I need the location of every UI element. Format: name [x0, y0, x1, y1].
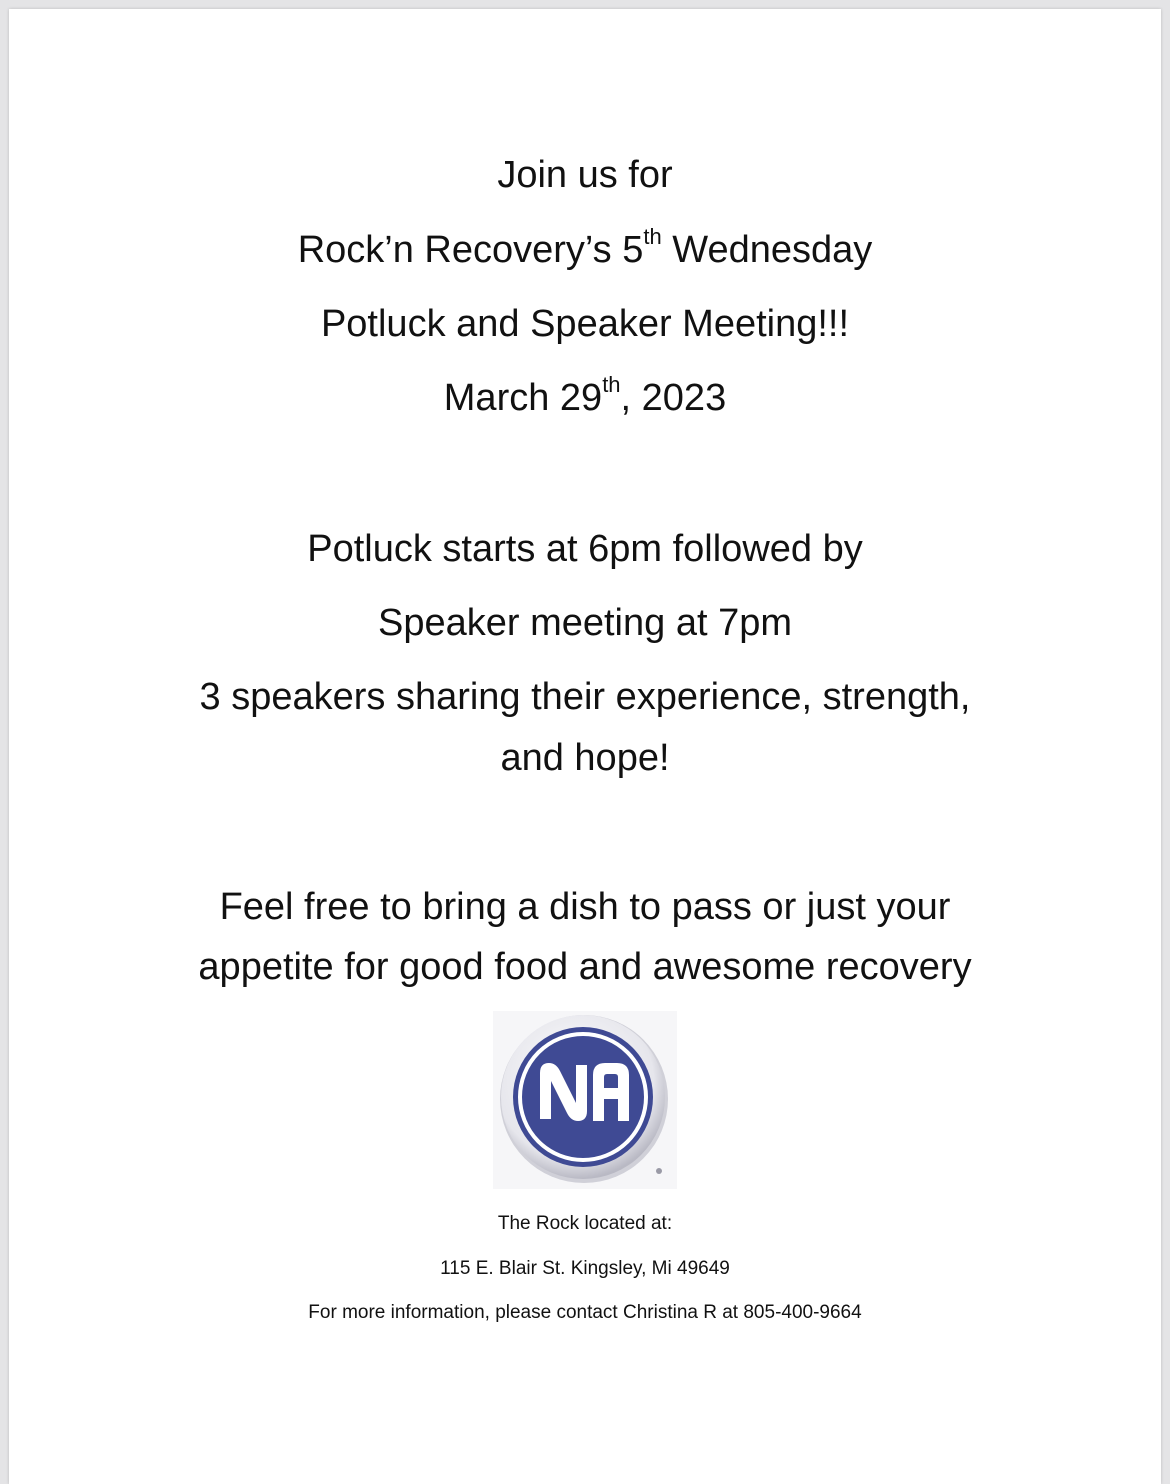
event-title-line [9, 224, 1161, 273]
flyer-page [9, 9, 1161, 1484]
ordinal-suffix: th [643, 224, 662, 250]
event-title-prefix: Rock’n Recovery’s 5 [297, 229, 644, 271]
na-logo [493, 1011, 677, 1189]
intro-heading: Join us for [497, 154, 673, 196]
contact-text: For more information, please contact Christina R at 805-400-9664 [308, 1302, 862, 1323]
na-logo-graphic [493, 1011, 677, 1189]
event-date-prefix: March 29 [443, 377, 603, 419]
address-text: 115 E. Blair St. Kingsley, Mi 49649 [440, 1258, 730, 1279]
schedule-potluck: Potluck starts at 6pm followed by [307, 528, 863, 570]
event-subtitle: Potluck and Speaker Meeting!!! [320, 303, 850, 345]
event-date [9, 372, 1161, 421]
event-title-day: Wednesday [661, 229, 873, 271]
invite-text-line2: appetite for good food and awesome recovery [198, 946, 972, 988]
date-ordinal-suffix: th [602, 372, 621, 398]
speakers-text-line2: and hope! [500, 737, 670, 779]
speakers-text-line1: 3 speakers sharing their experience, strength, [199, 676, 971, 718]
schedule-speaker: Speaker meeting at 7pm [377, 602, 792, 644]
event-date-year: , 2023 [620, 377, 727, 419]
location-label: The Rock located at: [497, 1213, 673, 1234]
registered-mark-icon [656, 1168, 662, 1174]
invite-text-line1: Feel free to bring a dish to pass or just your [219, 886, 951, 928]
